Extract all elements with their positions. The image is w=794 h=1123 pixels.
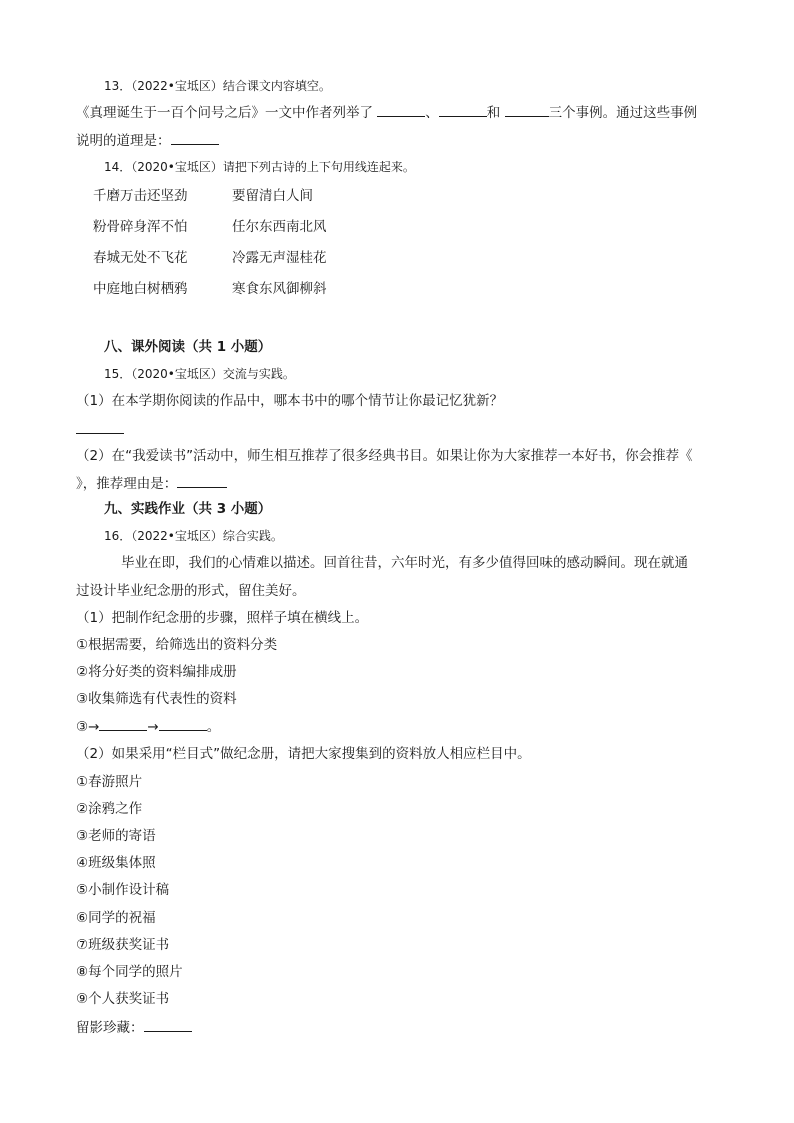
poem-right-4: 寒食东风御柳斜	[232, 281, 327, 297]
q15-part1: （1）在本学期你阅读的作品中，哪本书中的哪个情节让你最记忆犹新？	[76, 393, 504, 409]
q16-item-1: ①春游照片	[76, 774, 143, 790]
q15-blank-1[interactable]	[76, 419, 124, 434]
poem-left-2: 粉骨碎身浑不怕	[93, 219, 188, 235]
poem-right-3: 冷露无声湿桂花	[232, 250, 327, 266]
q13-header: 13．（2022•宝坻区）结合课文内容填空。	[104, 79, 331, 93]
q16-step-2: ②将分好类的资料编排成册	[76, 664, 237, 680]
poem-left-1: 千磨万击还坚劲	[93, 188, 188, 204]
q16-item-7: ⑦班级获奖证书	[76, 937, 170, 953]
poem-right-2: 任尔东西南北风	[232, 219, 327, 235]
section-9-title: 九、实践作业（共 3 小题）	[104, 501, 272, 517]
q16-item-3: ③老师的寄语	[76, 828, 156, 844]
q13-blank-2[interactable]	[439, 102, 487, 117]
q16-final-label: 留影珍藏：	[76, 1020, 144, 1036]
q13-blank-3[interactable]	[505, 102, 549, 117]
q16-order-end: 。	[206, 719, 221, 735]
q16-step-1: ①根据需要，给筛选出的资料分类	[76, 637, 278, 653]
q16-header: 16．（2022•宝坻区）综合实践。	[104, 529, 283, 543]
q15-part2-line1: （2）在“我爱读书”活动中，师生相互推荐了很多经典书目。如果让你为大家推荐一本好书，你会推荐《	[76, 448, 693, 464]
q13-line1-text-a: 《真理诞生于一百个问号之后》一文中作者列举了	[76, 105, 373, 121]
q16-item-9: ⑨个人获奖证书	[76, 991, 170, 1007]
q16-final-line	[76, 1017, 192, 1038]
q16-order-blank-1[interactable]	[99, 716, 147, 731]
q16-item-6: ⑥同学的祝福	[76, 910, 156, 926]
q16-intro-line2: 过设计毕业纪念册的形式，留住美好。	[76, 583, 306, 599]
section-8-title: 八、课外阅读（共 1 小题）	[104, 339, 272, 355]
q16-part1: （1）把制作纪念册的步骤，照样子填在横线上。	[76, 610, 369, 626]
q16-order-arrow: →	[147, 719, 159, 735]
q16-part2: （2）如果采用“栏目式”做纪念册，请把大家搜集到的资料放人相应栏目中。	[76, 746, 531, 762]
q16-final-blank[interactable]	[144, 1017, 192, 1032]
q16-item-2: ②涂鸦之作	[76, 801, 143, 817]
q15-part1-answer-line	[76, 419, 124, 440]
poem-left-4: 中庭地白树栖鸦	[93, 281, 188, 297]
q16-order-line	[76, 716, 220, 737]
q13-line2	[76, 130, 219, 151]
q16-order-start: ③→	[76, 719, 100, 735]
q13-sep-2: 和	[486, 105, 501, 121]
q13-line1	[76, 102, 697, 123]
q16-item-8: ⑧每个同学的照片	[76, 964, 183, 980]
q15-part2-text: 》，推荐理由是：	[76, 476, 178, 492]
q16-item-5: ⑤小制作设计稿	[76, 882, 170, 898]
poem-right-1: 要留清白人间	[232, 188, 313, 204]
q16-intro-line1: 毕业在即，我们的心情难以描述。回首往昔，六年时光，有多少值得回味的感动瞬间。现在就通	[121, 555, 688, 571]
poem-left-3: 春城无处不飞花	[93, 250, 188, 266]
q15-header: 15．（2020•宝坻区）交流与实践。	[104, 367, 295, 381]
q13-sep-1: 、	[425, 105, 439, 121]
q16-item-4: ④班级集体照	[76, 855, 156, 871]
q13-blank-1[interactable]	[377, 102, 425, 117]
q14-header: 14．（2020•宝坻区）请把下列古诗的上下句用线连起来。	[104, 160, 415, 174]
q16-order-blank-2[interactable]	[159, 716, 207, 731]
q13-line1-text-b: 三个事例。通过这些事例	[548, 105, 698, 121]
q13-blank-4[interactable]	[171, 130, 219, 145]
q13-line2-text: 说明的道理是：	[76, 133, 171, 149]
q15-part2-line2	[76, 473, 227, 494]
q15-blank-2[interactable]	[177, 473, 227, 488]
q16-step-3: ③收集筛选有代表性的资料	[76, 691, 237, 707]
